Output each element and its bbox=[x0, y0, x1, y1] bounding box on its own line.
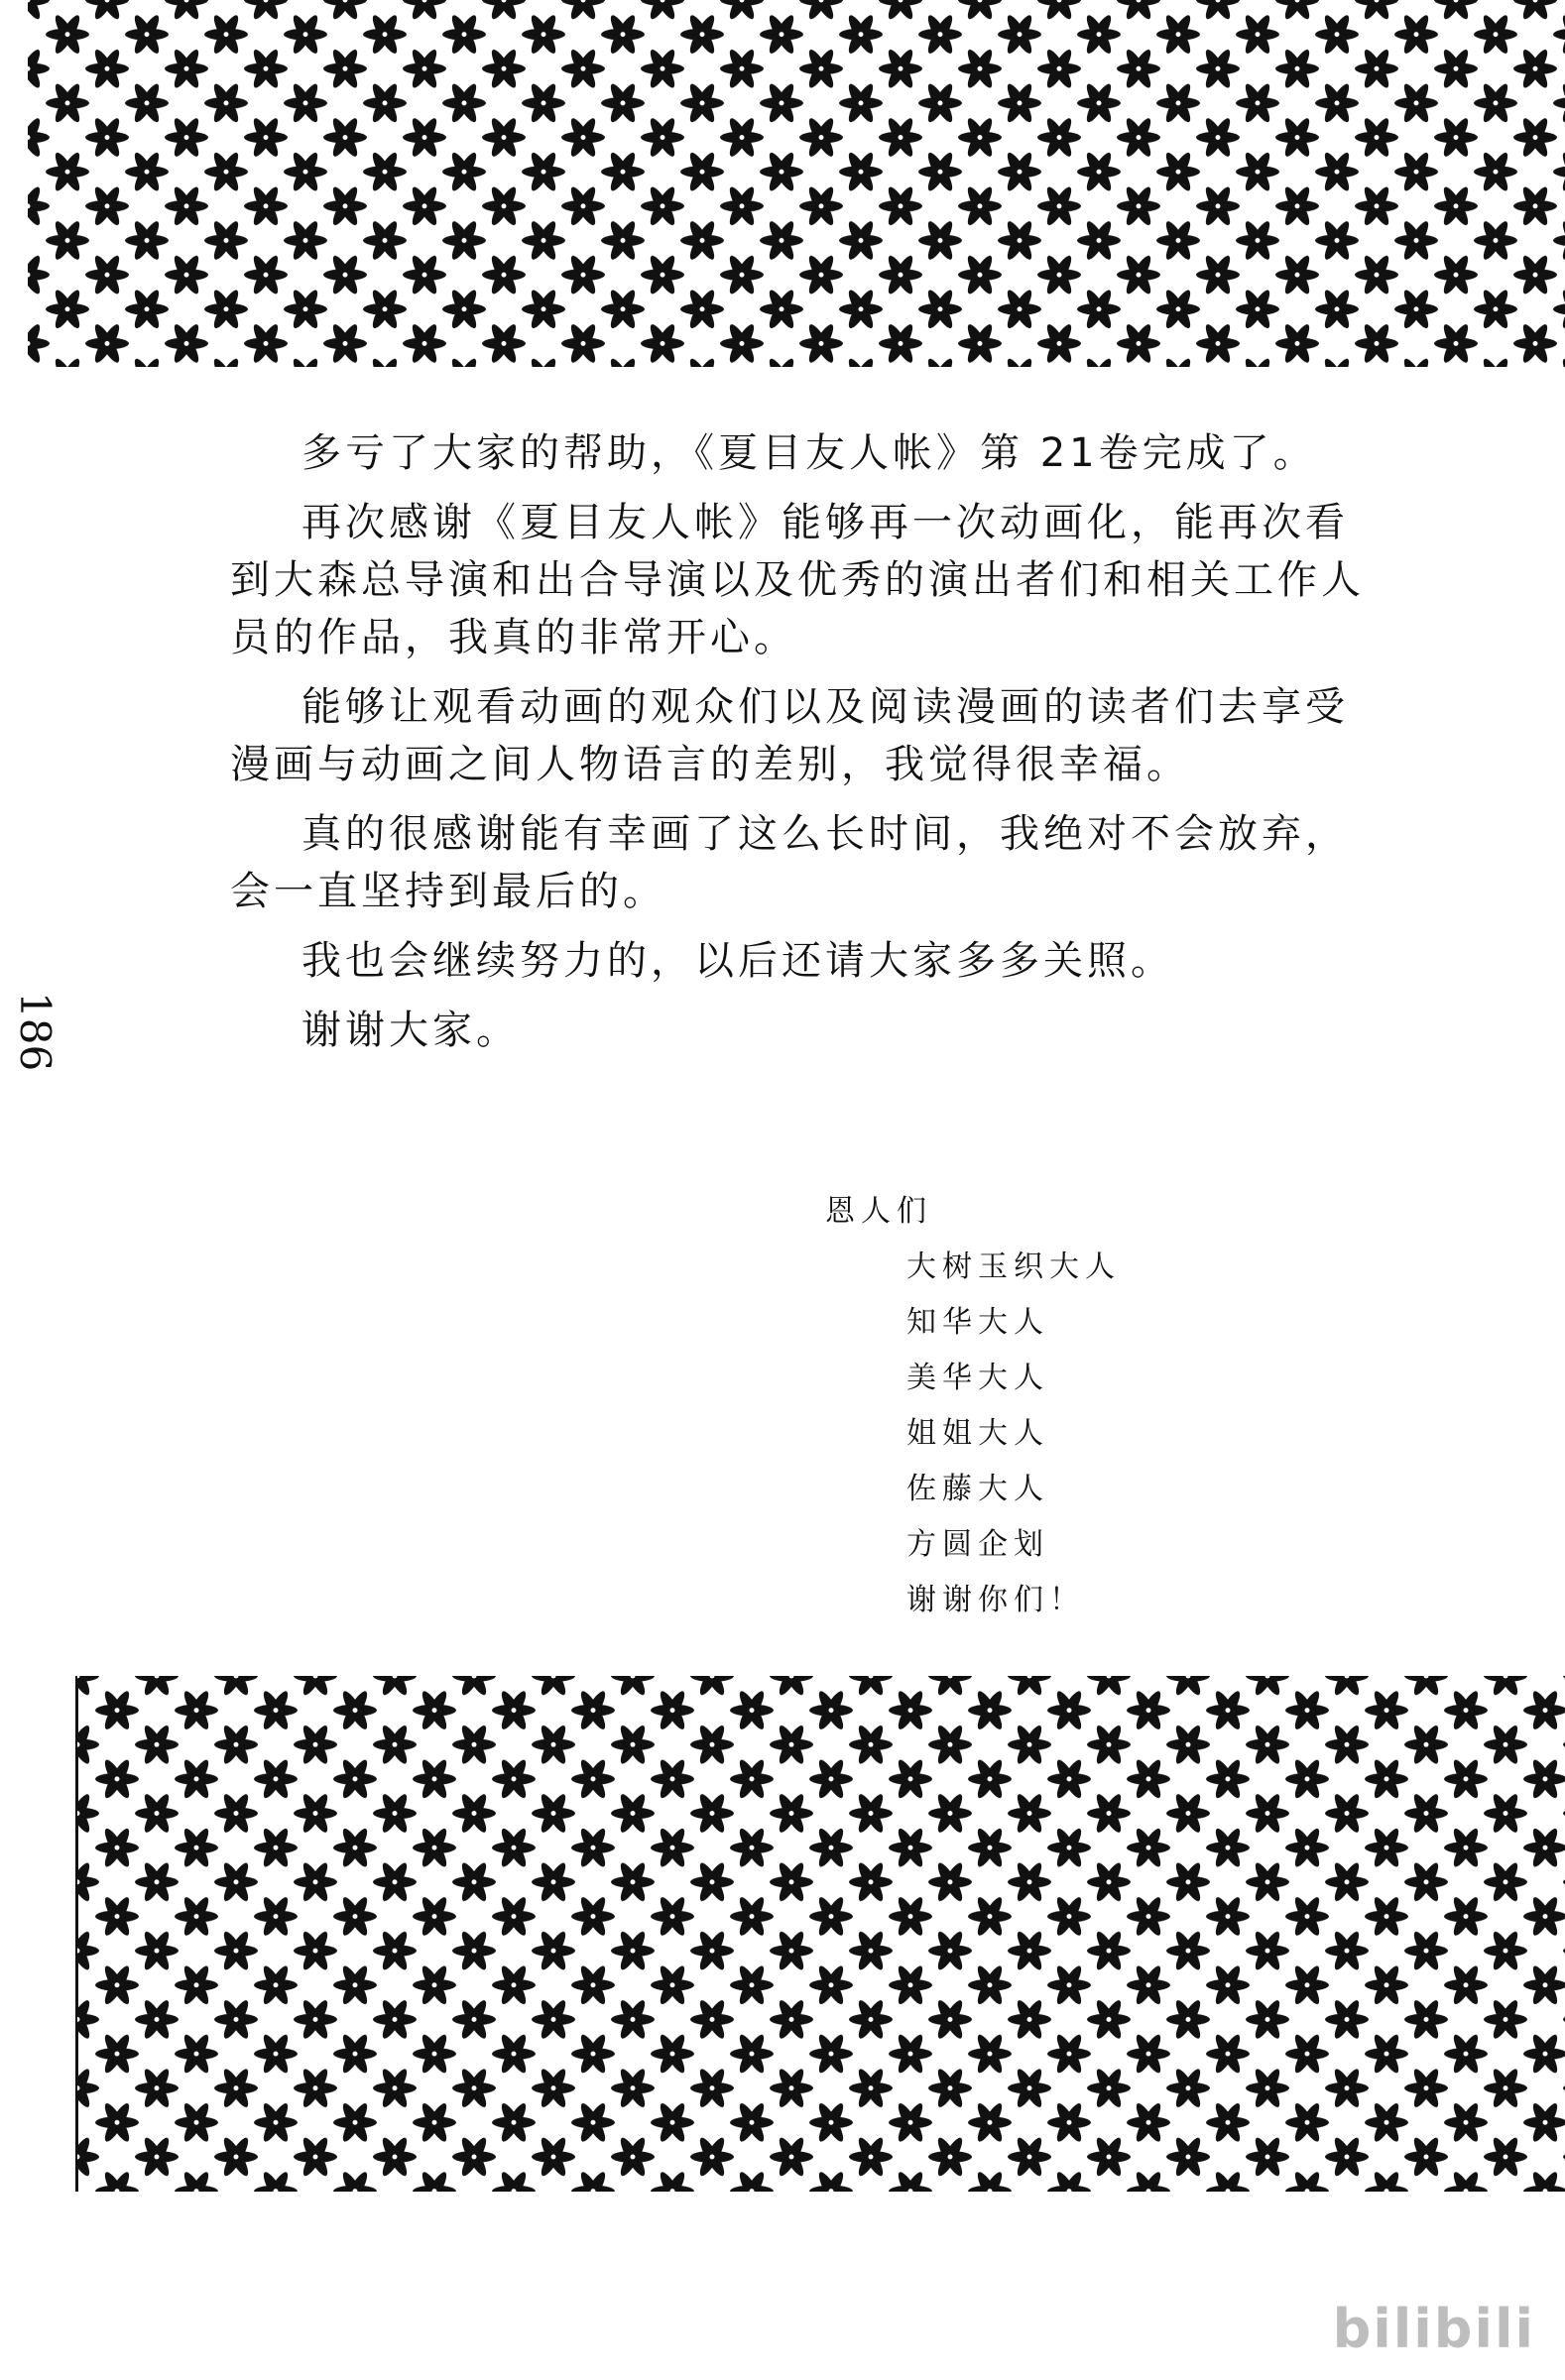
credits-list bbox=[906, 1240, 1121, 1628]
credit-name: 方圆企划 bbox=[906, 1527, 1049, 1562]
page-number: 186 bbox=[11, 992, 60, 1072]
paragraph-2: 再次感谢《夏目友人帐》能够再一次动画化，能再次看到大森总导演和出合导演以及优秀的演出者们和相关工作人员的作品，我真的非常开心。 bbox=[230, 500, 1365, 660]
paragraph-4: 真的很感谢能有幸画了这么长时间，我绝对不会放弃，会一直坚持到最后的。 bbox=[230, 811, 1349, 914]
paragraph-6: 谢谢大家。 bbox=[301, 1008, 520, 1053]
credit-name: 姐姐大人 bbox=[906, 1416, 1049, 1451]
afterword-body bbox=[230, 424, 1371, 1071]
bilibili-watermark: bilibili bbox=[1332, 2298, 1535, 2360]
bottom-pattern-band bbox=[77, 1676, 1565, 2192]
bottom-pattern-svg bbox=[77, 1676, 1565, 2192]
paragraph-1: 多亏了大家的帮助，《夏目友人帐》第 21卷完成了。 bbox=[301, 430, 1317, 476]
credit-name: 大树玉织大人 bbox=[906, 1250, 1121, 1284]
credit-name: 佐藤大人 bbox=[906, 1472, 1049, 1506]
credit-thanks: 谢谢你们！ bbox=[906, 1583, 1085, 1617]
top-pattern-svg bbox=[28, 0, 1565, 367]
paragraph-3: 能够让观看动画的观众们以及阅读漫画的读者们去享受漫画与动画之间人物语言的差别，我觉得很幸福。 bbox=[230, 684, 1349, 787]
top-pattern-band bbox=[28, 0, 1565, 367]
credit-name: 美华大人 bbox=[906, 1361, 1049, 1395]
credit-name: 知华大人 bbox=[906, 1305, 1049, 1340]
credits-title: 恩人们 bbox=[825, 1194, 932, 1229]
paragraph-5: 我也会继续努力的，以后还请大家多多关照。 bbox=[301, 938, 1174, 984]
credits-block bbox=[825, 1184, 1121, 1628]
